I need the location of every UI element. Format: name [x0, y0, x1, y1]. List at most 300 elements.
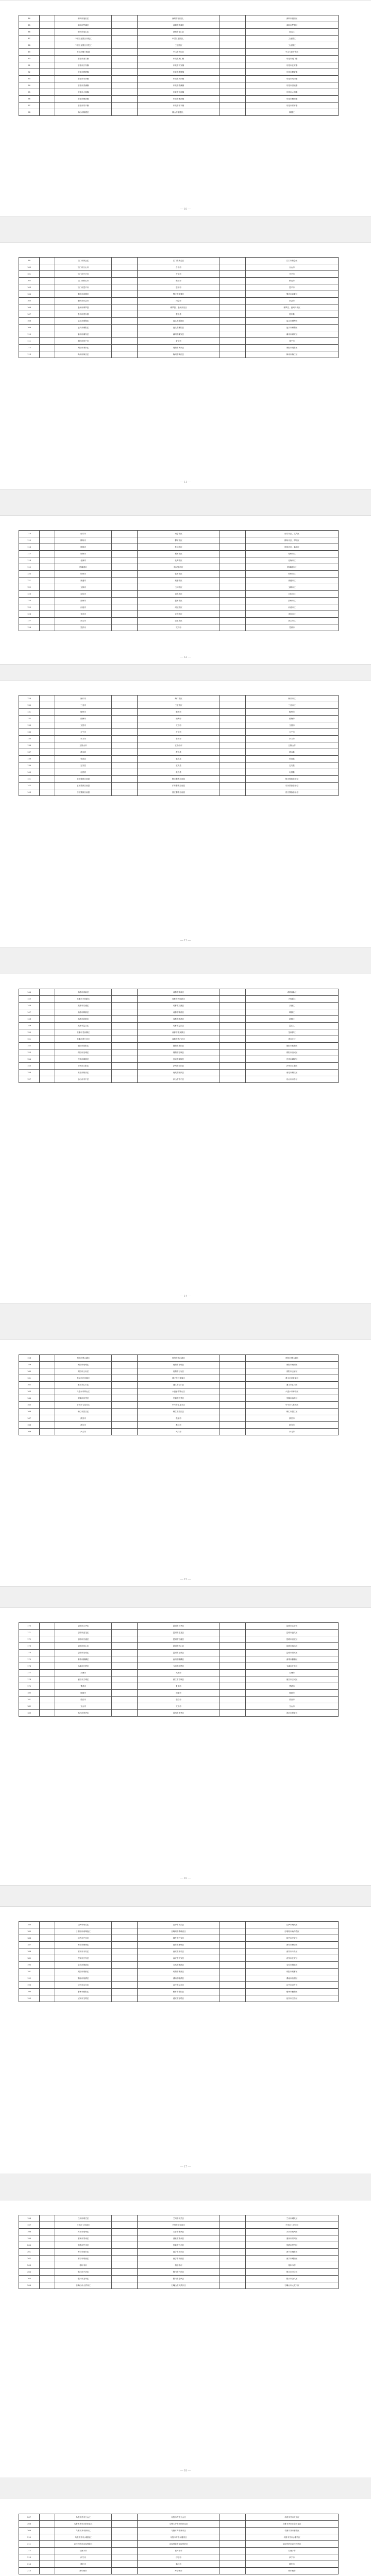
- table-cell: 兴义市: [246, 1429, 339, 1435]
- table-cell: 92: [19, 69, 40, 76]
- table-cell: [220, 716, 246, 722]
- table-cell: [40, 1955, 55, 1962]
- table-cell: 昆明市五华区: [55, 1623, 112, 1630]
- table-cell: [112, 531, 138, 537]
- table-cell: 南宁市: [55, 531, 112, 537]
- table-cell: 天水市秦州区: [55, 2229, 112, 2235]
- table-cell: [220, 2235, 246, 2242]
- table-cell: 东莞市虎门镇: [246, 56, 339, 62]
- table-cell: [112, 291, 138, 298]
- table-cell: 遵义市汇川区: [246, 1382, 339, 1388]
- table-cell: 132: [19, 716, 40, 722]
- table-cell: [220, 604, 246, 611]
- table-cell: 中山火炬开发区: [246, 49, 339, 56]
- table-row: [19, 1422, 339, 1429]
- table-cell: 188: [19, 1948, 40, 1955]
- table-cell: [40, 537, 55, 544]
- table-cell: [40, 2229, 55, 2235]
- table-cell: 成都市青白江区: [138, 1036, 220, 1043]
- table-cell: 西安市长安区: [55, 1955, 112, 1962]
- table-cell: [112, 2514, 138, 2521]
- table-cell: 贵阳市南明区: [138, 1362, 220, 1368]
- table-cell: 东莞市常平镇: [55, 103, 112, 109]
- table-cell: 深圳市罗湖区: [138, 22, 220, 29]
- table-cell: 205: [19, 2276, 40, 2282]
- table-cell: 桂林市区、临桂区: [246, 544, 339, 551]
- table-row: [19, 1982, 339, 1989]
- table-cell: [40, 278, 55, 284]
- table-cell: 渭南市临渭区: [138, 1975, 220, 1982]
- table-cell: [40, 284, 55, 291]
- table-cell: [220, 56, 246, 62]
- table-cell: [40, 1009, 55, 1016]
- table-cell: 成都市龙泉驿区: [55, 1029, 112, 1036]
- table-cell: [40, 338, 55, 345]
- table-cell: [40, 1382, 55, 1388]
- table-cell: 兰州市城关区: [246, 2215, 339, 2222]
- table-cell: [220, 729, 246, 736]
- table-row: [19, 1076, 339, 1083]
- table-row: [19, 1703, 339, 1710]
- table-cell: 景洪市: [55, 1683, 112, 1690]
- table-cell: [112, 2548, 138, 2554]
- table-cell: 汕头市澄海区: [138, 318, 220, 325]
- table-cell: [40, 1975, 55, 1982]
- table-cell: [112, 2528, 138, 2534]
- table-cell: 澄迈县: [138, 749, 220, 756]
- table-cell: [220, 291, 246, 298]
- table-cell: 乌鲁木齐市天山区: [138, 2514, 220, 2521]
- table-row: [19, 1636, 339, 1643]
- table-cell: [112, 1029, 138, 1036]
- table-cell: [220, 278, 246, 284]
- table-cell: 遵义市红花岗区: [138, 1375, 220, 1382]
- table-cell: 成都市新都区: [55, 1016, 112, 1023]
- table-cell: [220, 1989, 246, 1995]
- table-cell: 四会市: [246, 298, 339, 304]
- table-cell: 石河子市: [55, 2548, 112, 2554]
- table-cell: 三亚市: [55, 702, 112, 709]
- table-cell: [40, 1928, 55, 1935]
- table-row: [19, 531, 339, 537]
- table-row: [19, 298, 339, 304]
- table-cell: [112, 298, 138, 304]
- table-cell: [220, 1395, 246, 1402]
- table-cell: 成都市高新区: [55, 989, 112, 996]
- table-cell: [40, 544, 55, 551]
- table-cell: 昆明市官渡区: [55, 1636, 112, 1643]
- table-cell: 110: [19, 331, 40, 338]
- table-cell: 普洱市思茅区: [246, 1710, 339, 1717]
- table-cell: [220, 1995, 246, 2002]
- table-cell: 147: [19, 1009, 40, 1016]
- table-cell: 揭阳市揭东区: [246, 345, 339, 351]
- table-cell: 梧州市区: [138, 551, 220, 557]
- table-cell: 河池市: [55, 604, 112, 611]
- table-row: [19, 1375, 339, 1382]
- table-cell: [40, 1948, 55, 1955]
- table-cell: 146: [19, 1003, 40, 1009]
- table-cell: 宝鸡市渭滨区: [246, 1962, 339, 1969]
- region-table: [19, 1622, 339, 1717]
- document-page: [0, 1340, 371, 1587]
- table-cell: 六盘水市钟山区: [246, 1388, 339, 1395]
- table-cell: [40, 729, 55, 736]
- table-cell: [220, 2222, 246, 2229]
- table-row: [19, 1643, 339, 1650]
- table-row: [19, 76, 339, 82]
- table-cell: [40, 1676, 55, 1683]
- table-cell: 乌鲁木齐市水磨沟区: [246, 2534, 339, 2541]
- table-row: [19, 1969, 339, 1975]
- table-cell: 160: [19, 1368, 40, 1375]
- table-cell: [40, 1650, 55, 1656]
- table-cell: [220, 304, 246, 311]
- table-row: [19, 1928, 339, 1935]
- table-cell: [40, 2222, 55, 2229]
- table-row: [19, 2554, 339, 2561]
- table-cell: [112, 762, 138, 769]
- table-cell: [220, 2561, 246, 2568]
- table-cell: 120: [19, 571, 40, 578]
- table-cell: [112, 2249, 138, 2256]
- table-cell: [220, 15, 246, 22]
- table-cell: 德阳市旌阳区: [138, 1043, 220, 1049]
- table-cell: [112, 789, 138, 796]
- table-cell: 普宁市: [138, 338, 220, 345]
- table-cell: 五指山市: [246, 742, 339, 749]
- table-cell: 成都市青白江区: [55, 1036, 112, 1043]
- table-cell: 104: [19, 291, 40, 298]
- table-cell: [220, 762, 246, 769]
- table-cell: 安顺市西秀区: [55, 1395, 112, 1402]
- table-cell: [40, 1395, 55, 1402]
- table-cell: [112, 1362, 138, 1368]
- table-row: [19, 264, 339, 271]
- table-cell: 中山市横门街道: [55, 49, 112, 56]
- table-cell: [112, 1676, 138, 1683]
- table-cell: [112, 2222, 138, 2229]
- table-cell: 94: [19, 82, 40, 89]
- table-cell: 临高县: [138, 756, 220, 762]
- table-cell: [220, 89, 246, 96]
- table-cell: 遵义市汇川区: [138, 1382, 220, 1388]
- table-cell: [220, 1982, 246, 1989]
- table-cell: 91: [19, 62, 40, 69]
- table-cell: 125: [19, 604, 40, 611]
- table-row: [19, 756, 339, 762]
- table-row: [19, 1656, 339, 1663]
- table-cell: [40, 2561, 55, 2568]
- table-cell: [112, 1683, 138, 1690]
- table-cell: 97: [19, 103, 40, 109]
- table-cell: [40, 264, 55, 271]
- table-cell: [112, 1955, 138, 1962]
- table-cell: [112, 1076, 138, 1083]
- table-cell: [40, 29, 55, 36]
- document-page: [0, 2200, 371, 2478]
- table-cell: 乐山市市中区: [138, 1076, 220, 1083]
- table-cell: [112, 1989, 138, 1995]
- table-cell: 克拉玛依市克拉玛依区: [138, 2541, 220, 2548]
- table-row: [19, 1402, 339, 1409]
- table-cell: 中国工业园区、: [138, 36, 220, 42]
- table-cell: 兰州市七里河区: [246, 2222, 339, 2229]
- table-cell: 东莞市常平镇: [138, 103, 220, 109]
- table-cell: [220, 2568, 246, 2574]
- table-cell: [40, 2568, 55, 2574]
- table-cell: 贵阳市云岩区: [246, 1368, 339, 1375]
- table-cell: [220, 722, 246, 729]
- table-cell: 西安市未央区: [246, 1948, 339, 1955]
- table-cell: [40, 1995, 55, 2002]
- table-cell: [112, 304, 138, 311]
- table-cell: 格尔木市: [138, 2262, 220, 2269]
- table-cell: 130: [19, 702, 40, 709]
- table-cell: [220, 2528, 246, 2534]
- table-cell: 梧州市区: [246, 551, 339, 557]
- table-cell: 玉溪市红塔区: [138, 1663, 220, 1670]
- table-cell: 118: [19, 557, 40, 564]
- table-cell: 成都市温江区: [138, 1023, 220, 1029]
- table-cell: 昆明市西山区: [138, 1643, 220, 1650]
- table-cell: 90: [19, 56, 40, 62]
- table-cell: [220, 736, 246, 742]
- table-row: [19, 611, 339, 618]
- table-row: [19, 2548, 339, 2554]
- table-cell: 文昌市: [138, 722, 220, 729]
- table-cell: [220, 1362, 246, 1368]
- table-cell: 北海市区: [138, 557, 220, 564]
- table-cell: [112, 1942, 138, 1948]
- table-cell: [40, 1643, 55, 1650]
- document-page: [0, 242, 371, 489]
- table-cell: [220, 1043, 246, 1049]
- table-row: [19, 1003, 339, 1009]
- table-cell: 乌鲁木齐市新市区: [55, 2528, 112, 2534]
- table-cell: 兰州市七里河区: [138, 2222, 220, 2229]
- table-cell: 伊宁市: [138, 2554, 220, 2561]
- table-cell: [40, 2534, 55, 2541]
- table-cell: 东莞市凤岗镇: [55, 76, 112, 82]
- table-cell: 江门市恩平市: [55, 284, 112, 291]
- table-cell: 宜宾市翠屏区: [55, 1056, 112, 1063]
- table-cell: 西安市雁塔区: [246, 1942, 339, 1948]
- table-cell: [112, 311, 138, 318]
- table-cell: 毕节市七星关区: [246, 1402, 339, 1409]
- table-cell: 开平市: [138, 271, 220, 278]
- table-cell: 石嘴山市大武口区: [55, 2282, 112, 2289]
- table-cell: 工业园区: [246, 42, 339, 49]
- table-cell: [112, 756, 138, 762]
- table-row: [19, 1056, 339, 1063]
- table-cell: 东莞市凤岗镇: [246, 76, 339, 82]
- table-row: [19, 331, 339, 338]
- table-row: [19, 1697, 339, 1703]
- table-cell: 215: [19, 2568, 40, 2574]
- table-cell: 173: [19, 1643, 40, 1650]
- table-cell: [112, 1063, 138, 1070]
- table-cell: 玉林市: [55, 584, 112, 591]
- table-cell: 郫都区: [246, 1009, 339, 1016]
- table-cell: 195: [19, 1995, 40, 2002]
- table-cell: 瑞丽市: [55, 1690, 112, 1697]
- table-cell: [220, 1368, 246, 1375]
- table-cell: 玉林市区: [246, 584, 339, 591]
- table-cell: 206: [19, 2282, 40, 2289]
- table-cell: 成都市双流区: [138, 1003, 220, 1009]
- table-cell: 拉萨市城关区: [138, 1922, 220, 1928]
- table-cell: [40, 96, 55, 103]
- table-cell: 瑞丽市: [138, 1690, 220, 1697]
- table-cell: 梅州市梅江区: [246, 351, 339, 358]
- table-cell: [40, 345, 55, 351]
- table-cell: [40, 69, 55, 76]
- table-cell: [220, 783, 246, 789]
- table-cell: [112, 2568, 138, 2574]
- table-row: [19, 1362, 339, 1368]
- table-cell: 乌鲁木齐市沙依巴克区: [138, 2521, 220, 2528]
- table-cell: [40, 1076, 55, 1083]
- table-cell: 恩平市: [246, 284, 339, 291]
- table-cell: [112, 278, 138, 284]
- table-cell: 143: [19, 789, 40, 796]
- table-cell: 都匀市: [138, 1422, 220, 1429]
- page-number: — 10 —: [180, 208, 191, 211]
- region-table: [19, 257, 339, 358]
- table-cell: [112, 783, 138, 789]
- table-cell: 89: [19, 49, 40, 56]
- table-cell: 宜宾市翠屏区: [138, 1056, 220, 1063]
- table-cell: [112, 604, 138, 611]
- table-cell: 江门市鹤山市: [55, 278, 112, 284]
- table-cell: [220, 2282, 246, 2289]
- table-cell: 东莞市虎门镇: [138, 56, 220, 62]
- table-cell: 屯昌县: [138, 769, 220, 776]
- table-row: [19, 2534, 339, 2541]
- table-cell: 贺州市: [55, 598, 112, 604]
- table-cell: 中国工业园区开发区: [55, 36, 112, 42]
- table-cell: 宜宾市翠屏区: [246, 1056, 339, 1063]
- table-cell: [220, 1643, 246, 1650]
- table-cell: 儋州市: [138, 709, 220, 716]
- table-cell: 乌鲁木齐市天山区: [55, 2514, 112, 2521]
- table-cell: [40, 311, 55, 318]
- table-cell: [40, 1016, 55, 1023]
- table-cell: [112, 1049, 138, 1056]
- table-cell: [220, 1049, 246, 1056]
- table-cell: [112, 325, 138, 331]
- region-table: [19, 989, 339, 1083]
- table-cell: 贵阳市观山湖区: [55, 1355, 112, 1362]
- table-cell: 凭祥市: [138, 624, 220, 631]
- table-cell: [112, 258, 138, 264]
- table-cell: [220, 1063, 246, 1070]
- table-row: [19, 2229, 339, 2235]
- table-cell: [40, 624, 55, 631]
- region-table: [19, 530, 339, 631]
- table-cell: 凭祥市: [246, 624, 339, 631]
- table-cell: 176: [19, 1663, 40, 1670]
- table-cell: 100: [19, 264, 40, 271]
- table-cell: [220, 1630, 246, 1636]
- table-row: [19, 762, 339, 769]
- table-row: [19, 1962, 339, 1969]
- table-cell: 防城港市: [55, 564, 112, 571]
- table-cell: 六盘水市钟山区: [138, 1388, 220, 1395]
- table-cell: 陵水黎族自治县: [138, 776, 220, 783]
- table-cell: 潮州市潮安区: [55, 331, 112, 338]
- table-cell: [40, 996, 55, 1003]
- table-cell: [112, 716, 138, 722]
- table-cell: 遵义市红花岗区: [55, 1375, 112, 1382]
- table-cell: [220, 2242, 246, 2249]
- table-cell: 咸阳市秦都区: [138, 1969, 220, 1975]
- table-cell: 昆明市盘龙区: [55, 1630, 112, 1636]
- table-row: [19, 1690, 339, 1697]
- table-row: [19, 1670, 339, 1676]
- table-cell: [220, 1636, 246, 1643]
- table-cell: 乌鲁木齐市沙依巴克区: [246, 2521, 339, 2528]
- table-row: [19, 258, 339, 264]
- table-cell: 成都市郫都区: [55, 1009, 112, 1016]
- table-row: [19, 2262, 339, 2269]
- table-cell: 93: [19, 76, 40, 82]
- table-cell: [40, 1368, 55, 1375]
- table-cell: 东莞市长安镇: [55, 62, 112, 69]
- table-cell: 梅州市梅江区: [138, 351, 220, 358]
- table-cell: 柳州市区: [138, 537, 220, 544]
- table-cell: 212: [19, 2548, 40, 2554]
- table-cell: 琼海市: [55, 716, 112, 722]
- table-cell: [112, 1009, 138, 1016]
- table-cell: [112, 1670, 138, 1676]
- table-cell: [112, 537, 138, 544]
- table-cell: [220, 1670, 246, 1676]
- table-cell: 乌鲁木齐市沙依巴克区: [55, 2521, 112, 2528]
- table-cell: 贵港市区: [246, 578, 339, 584]
- table-cell: 124: [19, 598, 40, 604]
- table-cell: [220, 1935, 246, 1942]
- table-cell: 文山市: [246, 1703, 339, 1710]
- document-page: [0, 680, 371, 948]
- table-cell: [220, 2548, 246, 2554]
- table-cell: 昆明市五华区: [246, 1623, 339, 1630]
- table-cell: 东莞市塘厦镇: [246, 69, 339, 76]
- table-cell: [40, 2521, 55, 2528]
- table-cell: 银川市金凤区: [246, 2276, 339, 2282]
- table-row: [19, 82, 339, 89]
- table-row: [19, 1710, 339, 1717]
- table-cell: 大理市: [246, 1670, 339, 1676]
- table-cell: [40, 1935, 55, 1942]
- table-cell: 兴义市: [138, 1429, 220, 1435]
- table-cell: 崇左市区: [138, 618, 220, 624]
- table-cell: 东方市: [246, 736, 339, 742]
- table-cell: 98: [19, 109, 40, 116]
- table-row: [19, 557, 339, 564]
- table-cell: [40, 1429, 55, 1435]
- table-cell: [112, 331, 138, 338]
- table-cell: 162: [19, 1382, 40, 1388]
- table-cell: 临高县: [55, 756, 112, 762]
- table-cell: 174: [19, 1650, 40, 1656]
- table-cell: [112, 1623, 138, 1630]
- table-cell: 112: [19, 345, 40, 351]
- table-row: [19, 1388, 339, 1395]
- table-cell: 江门市新会区: [246, 258, 339, 264]
- table-cell: [220, 1710, 246, 1717]
